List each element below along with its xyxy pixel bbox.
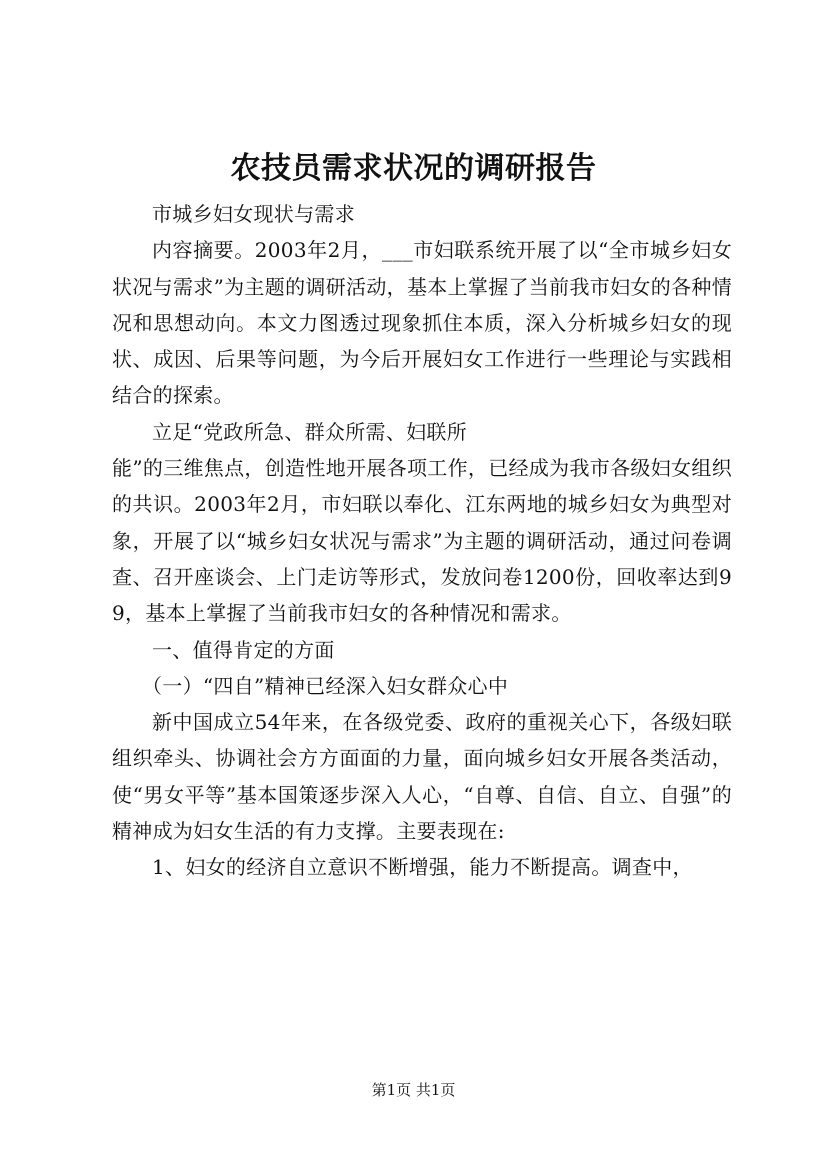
section-heading: 一、值得肯定的方面 [152,637,335,662]
body-paragraph: 立足“党政所急、群众所需、妇联所 [152,419,468,444]
list-paragraph: 1、妇女的经济自立意识不断增强，能力不断提高。调查中， [152,855,693,880]
document-body [112,196,732,886]
document-title: 农技员需求状况的调研报告 [230,151,597,186]
body-paragraph: 新中国成立54年来，在各级党委、政府的重视关心下，各级妇联组织牵头、协调社会方方面面的力量，面向城乡妇女开展各类活动，使“男女平等”基本国策逐步深入人心，“自尊、自信、自立、自强”的精神成为妇女生活的有力支撑。主要表现在: [112,710,732,844]
section-heading: 市城乡妇女现状与需求 [152,202,355,226]
abstract-paragraph: 内容摘要。2003年2月，___市妇联系统开展了以“全市城乡妇女状况与需求”为主题的调研活动，基本上掌握了当前我市妇女的各种情况和思想动向。本文力图透过现象抓住本质，深入分析城乡妇女的现状、成因、后果等问题，为今后开展妇女工作进行一些理论与实践相结合的探索。 [112,238,732,408]
page-footer: 第1页 共1页 [371,1081,456,1099]
subsection-heading: （一）“四自”精神已经深入妇女群众心中 [142,673,509,698]
body-paragraph: 能”的三维焦点，创造性地开展各项工作，已经成为我市各级妇女组织的共识。2003年2月，市妇联以奉化、江东两地的城乡妇女为典型对象，开展了以“城乡妇女状况与需求”为主题的调研活动，通过问卷调查、召开座谈会、上门走访等形式，发放问卷1200份，回收率达到99，基本上掌握了当前我市妇女的各种情况和需求。 [112,456,732,626]
